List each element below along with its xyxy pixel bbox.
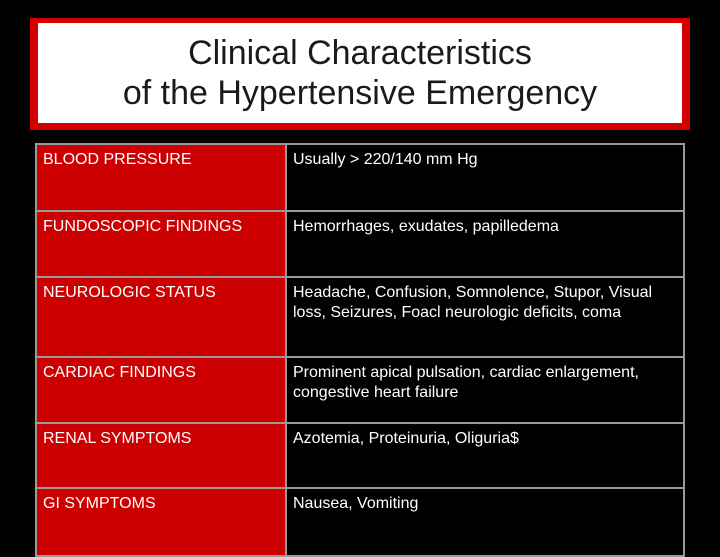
row-label: GI SYMPTOMS bbox=[36, 488, 286, 556]
table-row bbox=[36, 277, 684, 357]
row-value: Nausea, Vomiting bbox=[286, 488, 684, 556]
row-label: RENAL SYMPTOMS bbox=[36, 423, 286, 488]
table-row bbox=[36, 357, 684, 423]
table-row bbox=[36, 211, 684, 277]
row-value: Headache, Confusion, Somnolence, Stupor, Visual loss, Seizures, Foacl neurologic deficits, coma bbox=[286, 277, 684, 357]
slide-title bbox=[38, 23, 682, 123]
row-label: NEUROLOGIC STATUS bbox=[36, 277, 286, 357]
row-label: FUNDOSCOPIC FINDINGS bbox=[36, 211, 286, 277]
row-value: Usually > 220/140 mm Hg bbox=[286, 144, 684, 211]
title-line-2: of the Hypertensive Emergency bbox=[122, 74, 598, 112]
table-row bbox=[36, 488, 684, 556]
row-value: Hemorrhages, exudates, papilledema bbox=[286, 211, 684, 277]
title-line-1: Clinical Characteristics bbox=[188, 34, 532, 72]
characteristics-table bbox=[35, 143, 685, 557]
table-row bbox=[36, 423, 684, 488]
row-value: Prominent apical pulsation, cardiac enlargement, congestive heart failure bbox=[286, 357, 684, 423]
row-value: Azotemia, Proteinuria, Oliguria$ bbox=[286, 423, 684, 488]
table-row bbox=[36, 144, 684, 211]
row-label: CARDIAC FINDINGS bbox=[36, 357, 286, 423]
row-label: BLOOD PRESSURE bbox=[36, 144, 286, 211]
